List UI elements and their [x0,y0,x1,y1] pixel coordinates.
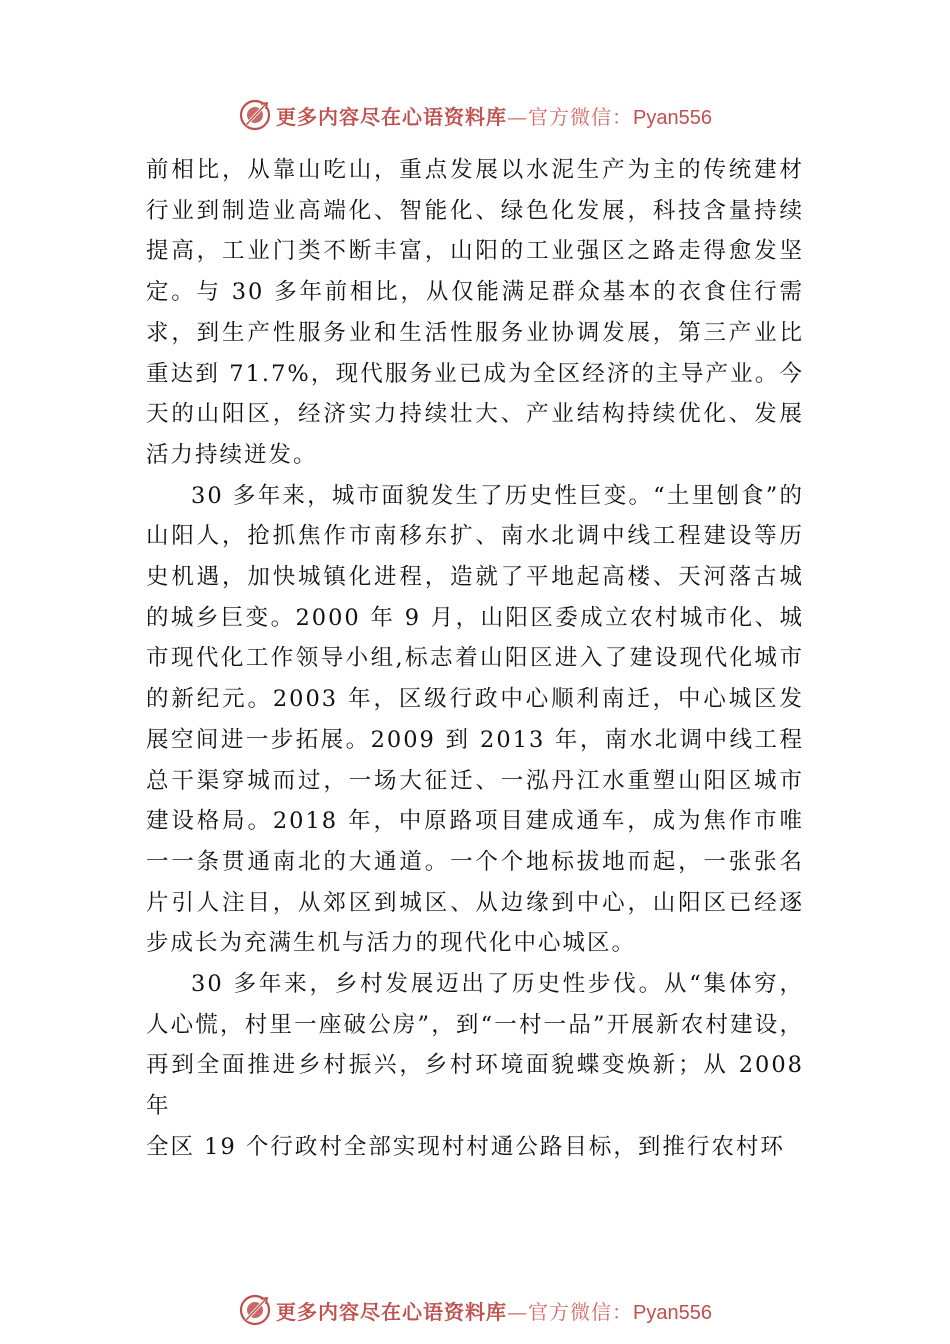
logo-icon [238,98,272,132]
banner-wechat-label: —官方微信： [507,1299,634,1324]
banner-brand: 更多内容尽在心语资料库 [276,1299,508,1324]
banner-brand: 更多内容尽在心语资料库 [276,104,508,129]
footer-banner [0,1290,950,1330]
banner-wechat-id: Pyan556 [633,1301,712,1324]
banner-wechat-label: —官方微信： [507,104,634,129]
footer-banner-text [276,1296,712,1325]
banner-wechat-id: Pyan556 [633,106,712,129]
header-banner [0,95,950,135]
document-body [146,150,804,1168]
paragraph-3: 30 多年来，乡村发展迈出了历史性步伐。从“集体穷，人心慌，村里一座破公房”，到“一村一品”开展新农村建设， 再到全面推进乡村振兴，乡村环境面貌蝶变焕新；从 2008 年 [146,971,804,1120]
header-banner-text [276,101,712,130]
paragraph-2: 30 多年来，城市面貌发生了历史性巨变。“土里刨食”的山阳人，抢抓焦作市南移东扩、南水北调中线工程建设等历史机遇，加快城镇化进程，造就了平地起高楼、天河落古城的城乡巨变。2000 年 9 月，山阳区委成立农村城市化、城市现代化工作领导小组,标志着山阳区进入了建设现代化城市的新纪元。2003 年，区级行政中心顺利南迁，中心城区发展空间进一步拓展。2009 到 2013 年，南水北调中线工程总干渠穿城而过，一场大征迁、一泓丹江水重塑山阳区城市建设格局。2018 年，中原路项目建成通车，成为焦作市唯一一条贯通南北的大通道。一个个地标拔地而起，一张张名片引人注目，从郊区到城区、从边缘到中心，山阳区已经逐步成长为充满生机与活力的现代化中心城区。 [146,482,804,957]
logo-icon [238,1293,272,1327]
paragraph-1: 前相比，从靠山吃山，重点发展以水泥生产为主的传统建材行业到制造业高端化、智能化、绿色化发展，科技含量持续提高，工业门类不断丰富，山阳的工业强区之路走得愈发坚定。与 30 多年前相比，从仅能满足群众基本的衣食住行需求，到生产性服务业和生活性服务业协调发展，第三产业比重达到 71.7%，现代服务业已成为全区经济的主导产业。今天的山阳区，经济实力持续壮大、产业结构持续优化、发展活力持续迸发。 [146,157,804,468]
paragraph-4: 全区 19 个行政村全部实现村村通公路目标，到推行农村环 [146,1133,785,1160]
